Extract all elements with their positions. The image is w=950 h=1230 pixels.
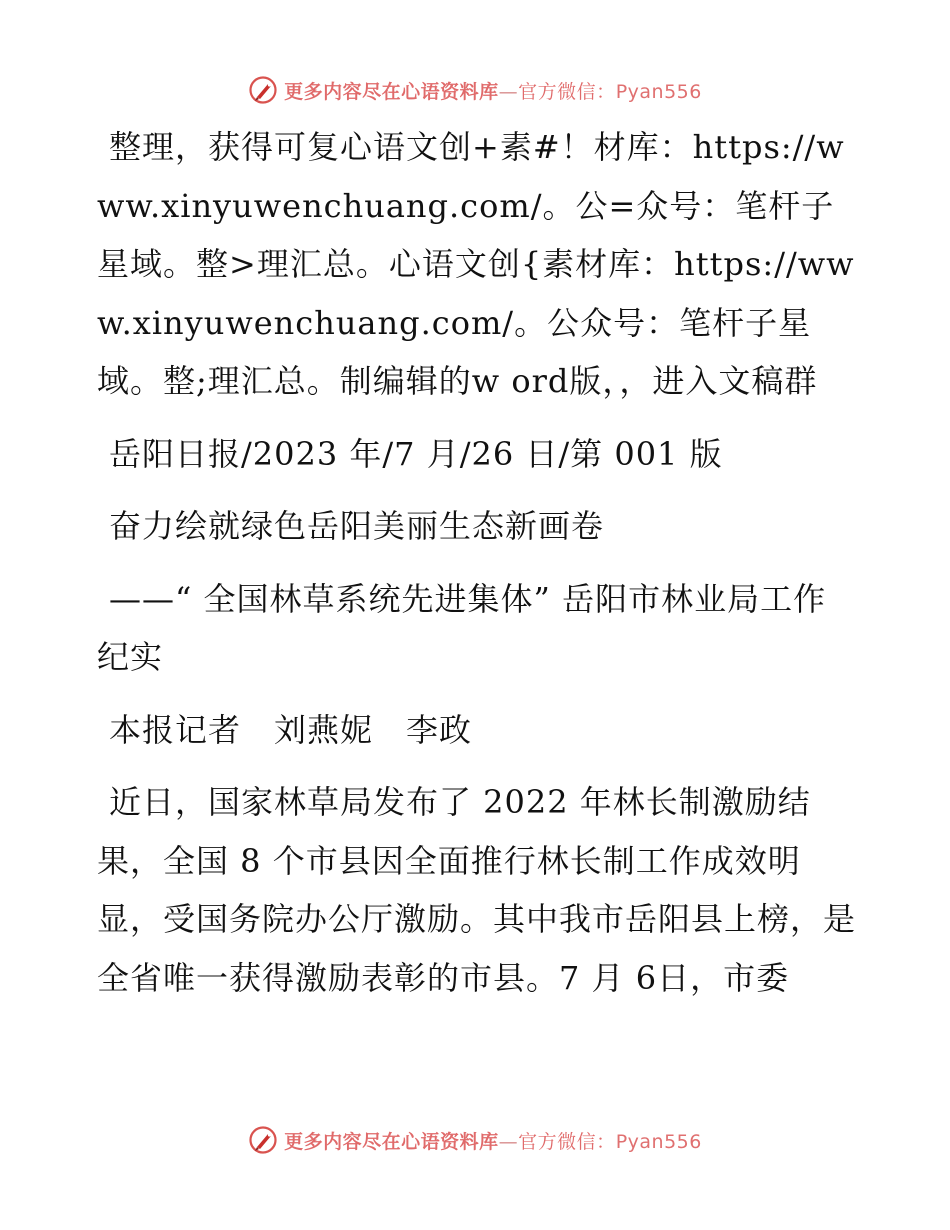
source-line: 岳阳日报/2023 年/7 月/26 日/第 001 版 [109,434,723,473]
footer-watermark-text [284,1127,702,1154]
watermark-brand: 更多内容尽在心语资料库 [284,1130,499,1153]
watermark-brand: 更多内容尽在心语资料库 [284,80,499,103]
article-title: 奋力绘就绿色岳阳美丽生态新画卷 [109,507,605,545]
watermark-account: Pyan556 [615,1130,702,1153]
body-paragraph: 近日，国家林草局发布了 2022 年林长制激励结果，全国 8 个市县因全面推行林长制工作成效明显，受国务院办公厅激励。其中我市岳阳县上榜，是全省唯一获得激励表彰的市县。7 月 6日，市委 [97,783,857,997]
watermark-separator: — [498,1130,519,1153]
watermark-separator: — [498,80,519,103]
quill-pen-circle-icon [248,1125,278,1155]
article-subtitle: ——“ 全国林草系统先进集体” 岳阳市林业局工作纪实 [97,579,827,676]
header-watermark-text [284,77,702,104]
document-body [97,118,857,1007]
intro-paragraph: 整理，获得可复心语文创+素#！材库：https://www.xinyuwenchuang.com/。公=众号：笔杆子星域。整>理汇总。心语文创{素材库：https://www.xinyuwenchuang.com/。公众号：笔杆子星域。整;理汇总。制编辑的w ord版，，进入文稿群 [97,128,855,400]
watermark-account: Pyan556 [615,80,702,103]
footer-watermark-banner [0,1120,950,1160]
watermark-official: 官方微信： [518,80,616,103]
watermark-official: 官方微信： [518,1130,616,1153]
quill-pen-circle-icon [248,75,278,105]
header-watermark-banner [0,70,950,110]
byline: 本报记者 刘燕妮 李政 [109,710,473,749]
